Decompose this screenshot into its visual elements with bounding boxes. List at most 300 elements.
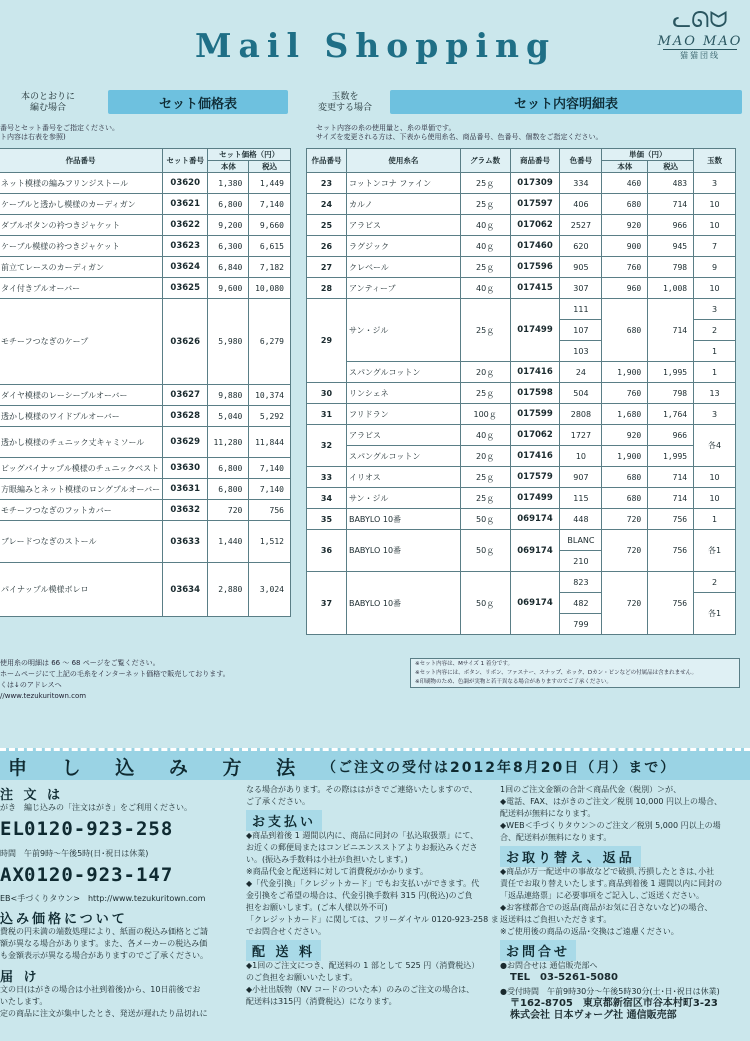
table-row xyxy=(307,236,736,257)
work-name: タイ付きプルオーバー xyxy=(0,278,163,299)
pay-line-3: い。(振込み手数料は小社が負担いたします。) xyxy=(246,855,408,864)
set-number: 03621 xyxy=(163,194,208,215)
grams: 25ｇ xyxy=(460,299,510,362)
inquiry-address: 〒162-8705 東京都新宿区市谷本村町3-23 xyxy=(510,998,718,1009)
ball-count: 1 xyxy=(694,362,736,383)
work-name: ネット模様の編みフリンジストール xyxy=(0,173,163,194)
mid-line-1: なる場合があります。その際ははがきでご連絡いたしますので、 xyxy=(246,785,478,794)
table-row xyxy=(307,572,736,593)
table-row xyxy=(0,278,291,299)
col-yarn: 使用糸名 xyxy=(346,149,460,173)
unit-tax: 714 xyxy=(648,299,694,362)
left-note-2: ト内容は右表を参照) xyxy=(0,133,66,141)
price-tax: 1,512 xyxy=(249,521,291,563)
col-unit-price: 単価（円） xyxy=(602,149,694,161)
price-base: 9,600 xyxy=(208,278,249,299)
color-number: 905 xyxy=(560,257,602,278)
table-row xyxy=(307,194,736,215)
product-number: 017598 xyxy=(510,383,560,404)
product-number: 017416 xyxy=(510,446,560,467)
work-number: 33 xyxy=(307,467,347,488)
ball-count: 3 xyxy=(694,299,736,320)
yarn-name: ラグジック xyxy=(346,236,460,257)
price-tax: 5,292 xyxy=(249,406,291,427)
returns-line-6: ※ご使用後の商品の返品･交換はご遠慮ください。 xyxy=(500,927,679,936)
page-title: Mail Shopping xyxy=(195,26,557,65)
price-base: 6,800 xyxy=(208,194,249,215)
price-tax: 6,615 xyxy=(249,236,291,257)
ball-count: 各4 xyxy=(694,425,736,467)
pay-line-5: ◆「代金引換」「クレジットカード」でもお支払いができます。代 xyxy=(246,879,480,888)
left-foot-url[interactable]: //www.tezukuritown.com xyxy=(0,692,87,700)
delivery-heading: 届 け xyxy=(0,970,40,985)
set-number: 03629 xyxy=(163,427,208,458)
grams: 50ｇ xyxy=(460,572,510,635)
work-number: 31 xyxy=(307,404,347,425)
work-number: 24 xyxy=(307,194,347,215)
unit-base: 760 xyxy=(602,383,648,404)
grams: 25ｇ xyxy=(460,488,510,509)
unit-base: 1,900 xyxy=(602,446,648,467)
product-number: 017062 xyxy=(510,215,560,236)
fax-number[interactable]: 0120-923-147 xyxy=(24,864,174,886)
yarn-name: カルノ xyxy=(346,194,460,215)
ball-count: 7 xyxy=(694,236,736,257)
price-base: 6,800 xyxy=(208,458,249,479)
price-base: 6,300 xyxy=(208,236,249,257)
unit-tax: 714 xyxy=(648,467,694,488)
price-base: 11,280 xyxy=(208,427,249,458)
yarn-name: BABYLO 10番 xyxy=(346,572,460,635)
color-number: 823 xyxy=(560,572,602,593)
color-number: 907 xyxy=(560,467,602,488)
col-tax: 税込 xyxy=(249,161,291,173)
work-name: 透かし模様のワイドプルオーバー xyxy=(0,406,163,427)
unit-base: 680 xyxy=(602,194,648,215)
product-number: 017415 xyxy=(510,278,560,299)
work-number: 32 xyxy=(307,425,347,467)
apply-deadline: （ご注文の受付は2012年8月20日（月）まで） xyxy=(322,760,677,776)
order-postcard: がき 編じ込みの「注文はがき」をご利用ください。 xyxy=(0,803,192,812)
yarn-name: イリオス xyxy=(346,467,460,488)
tax-line-1: 費税の円未満の端数処理により、紙面の税込み価格とご請 xyxy=(0,927,208,936)
table-row xyxy=(0,257,291,278)
product-number: 069174 xyxy=(510,572,560,635)
color-number: 10 xyxy=(560,446,602,467)
ball-count: 各1 xyxy=(694,530,736,572)
product-number: 017460 xyxy=(510,236,560,257)
color-number: 111 xyxy=(560,299,602,320)
col-gram: グラム数 xyxy=(460,149,510,173)
yarn-name: BABYLO 10番 xyxy=(346,530,460,572)
table-row xyxy=(0,479,291,500)
table-row xyxy=(307,257,736,278)
table-row xyxy=(0,427,291,458)
work-number: 28 xyxy=(307,278,347,299)
set-number: 03623 xyxy=(163,236,208,257)
inquiry-hours: ●受付時間 午前9時30分〜午後5時30分(土･日･祝日は休業) xyxy=(500,987,720,996)
tel-hours: 時間 午前9時〜午後5時(日･祝日は休業) xyxy=(0,849,149,858)
yarn-name: アンティーブ xyxy=(346,278,460,299)
left-foot-3: くは↓のアドレスへ xyxy=(0,681,62,689)
table-row xyxy=(0,521,291,563)
unit-base: 680 xyxy=(602,467,648,488)
ball-count: 10 xyxy=(694,488,736,509)
unit-tax: 1,764 xyxy=(648,404,694,425)
grams: 40ｇ xyxy=(460,278,510,299)
ball-count: 10 xyxy=(694,215,736,236)
grams: 25ｇ xyxy=(460,194,510,215)
unit-base: 720 xyxy=(602,509,648,530)
unit-base: 680 xyxy=(602,299,648,362)
price-base: 2,880 xyxy=(208,563,249,617)
footnote-box xyxy=(410,658,740,688)
inquiry-heading: お問合せ xyxy=(500,940,576,961)
table-row xyxy=(0,406,291,427)
grams: 40ｇ xyxy=(460,236,510,257)
color-number: 482 xyxy=(560,593,602,614)
table-row xyxy=(0,458,291,479)
price-tax: 10,374 xyxy=(249,385,291,406)
yarn-name: コットンコナ ファイン xyxy=(346,173,460,194)
ball-count: 各1 xyxy=(694,593,736,635)
ship-line-3: ◆小社出版物（NV コードのついた本）のみのご注文の場合は、 xyxy=(246,985,475,994)
ship-line-4: 配送料は315円（消費税込）になります。 xyxy=(246,997,397,1006)
price-base: 5,040 xyxy=(208,406,249,427)
color-number: 2808 xyxy=(560,404,602,425)
delivery-line-1: 文の日(はがきの場合は小社到着後)から、10日前後でお xyxy=(0,985,201,994)
returns-line-3: 「返品連絡票」に必要事項をご記入し､ご返送ください｡ xyxy=(500,891,700,900)
col-work-no: 作品番号 xyxy=(0,149,163,173)
logo-brand: MAO MAO xyxy=(657,34,743,49)
set-number: 03626 xyxy=(163,299,208,385)
product-number: 017599 xyxy=(510,404,560,425)
product-number: 017596 xyxy=(510,257,560,278)
unit-base: 1,900 xyxy=(602,362,648,383)
yarn-name: BABYLO 10番 xyxy=(346,509,460,530)
product-number: 017309 xyxy=(510,173,560,194)
price-tax: 7,140 xyxy=(249,458,291,479)
col-color: 色番号 xyxy=(560,149,602,173)
left-note-1: 番号とセット番号をご指定ください。 xyxy=(0,124,119,132)
free-ship-line-4: ◆WEB＜手づくりタウン＞のご注文／税別 5,000 円以上の場 xyxy=(500,821,721,830)
set-number: 03630 xyxy=(163,458,208,479)
grams: 20ｇ xyxy=(460,362,510,383)
set-detail-table xyxy=(306,148,736,635)
yarn-name: リンシェネ xyxy=(346,383,460,404)
work-name: 方眼編みとネット模様のロングプルオーバー xyxy=(0,479,163,500)
returns-line-4: ◆お客様都合での返品(商品がお気に召さないなど)の場合、 xyxy=(500,903,713,912)
color-number: 504 xyxy=(560,383,602,404)
work-name: ダイヤ模様のレーシープルオーバー xyxy=(0,385,163,406)
table-row xyxy=(0,173,291,194)
unit-tax: 714 xyxy=(648,488,694,509)
col-balls: 玉数 xyxy=(694,149,736,173)
yarn-name: サン・ジル xyxy=(346,299,460,362)
apply-title: 申 し 込 み 方 法 xyxy=(8,757,310,779)
table-row xyxy=(307,215,736,236)
product-number: 069174 xyxy=(510,509,560,530)
logo-subtitle: 猫猫団线 xyxy=(663,49,737,61)
yarn-name: アラビス xyxy=(346,425,460,446)
right-panel-tab: セット内容明細表 xyxy=(390,90,742,114)
price-base: 1,380 xyxy=(208,173,249,194)
work-name: モチーフつなぎのケープ xyxy=(0,299,163,385)
unit-tax: 798 xyxy=(648,383,694,404)
col-product: 商品番号 xyxy=(510,149,560,173)
unit-tax: 966 xyxy=(648,425,694,446)
price-base: 9,880 xyxy=(208,385,249,406)
unit-base: 920 xyxy=(602,425,648,446)
price-base: 6,840 xyxy=(208,257,249,278)
web-order[interactable]: EB<手づくりタウン> http://www.tezukuritown.com xyxy=(0,894,206,903)
unit-base: 680 xyxy=(602,488,648,509)
shipping-heading: 配 送 料 xyxy=(246,940,321,961)
work-name: ビッグパイナップル模様のチュニックベスト xyxy=(0,458,163,479)
col-base: 本体 xyxy=(208,161,249,173)
returns-line-5: 返送料はご負担いただきます。 xyxy=(500,915,612,924)
inquiry-company: 株式会社 日本ヴォーグ社 通信販売部 xyxy=(510,1010,677,1021)
yarn-name: アラビス xyxy=(346,215,460,236)
yarn-name: サン・ジル xyxy=(346,488,460,509)
color-number: 620 xyxy=(560,236,602,257)
color-number: 307 xyxy=(560,278,602,299)
table-row xyxy=(0,299,291,385)
tel-label: EL xyxy=(0,818,25,840)
price-tax: 10,080 xyxy=(249,278,291,299)
pay-line-1: ◆商品到着後 1 週間以内に、商品に同封の「払込取扱票」にて、 xyxy=(246,831,479,840)
table-row xyxy=(307,362,736,383)
ball-count: 1 xyxy=(694,509,736,530)
work-number: 30 xyxy=(307,383,347,404)
set-number: 03627 xyxy=(163,385,208,406)
price-tax: 3,024 xyxy=(249,563,291,617)
ball-count: 13 xyxy=(694,383,736,404)
delivery-line-2: いたします。 xyxy=(0,997,48,1006)
grams: 25ｇ xyxy=(460,173,510,194)
pay-line-6: 金引換をご希望の場合は、代金引換手数料 315 円(税込)のご負 xyxy=(246,891,473,900)
right-note-2: サイズを変更される方は、下表から使用糸名、商品番号、色番号、個数をご指定ください。 xyxy=(316,133,603,141)
right-note-1: セット内容の糸の使用量と、糸の単価です。 xyxy=(316,124,456,132)
set-number: 03624 xyxy=(163,257,208,278)
work-number: 25 xyxy=(307,215,347,236)
work-number: 37 xyxy=(307,572,347,635)
price-base: 6,800 xyxy=(208,479,249,500)
work-name: ケーブルと透かし模様のカーディガン xyxy=(0,194,163,215)
tax-heading: 込み価格について xyxy=(0,912,128,927)
grams: 25ｇ xyxy=(460,467,510,488)
table-row xyxy=(307,278,736,299)
pay-line-2: お近くの郵便局またはコンビニエンスストアよりお振込みくださ xyxy=(246,843,478,852)
table-row xyxy=(0,563,291,617)
grams: 100ｇ xyxy=(460,404,510,425)
yarn-name: フリドラン xyxy=(346,404,460,425)
unit-base: 920 xyxy=(602,215,648,236)
color-number: 115 xyxy=(560,488,602,509)
work-number: 26 xyxy=(307,236,347,257)
color-number: 24 xyxy=(560,362,602,383)
unit-tax: 1,995 xyxy=(648,446,694,467)
color-number: 799 xyxy=(560,614,602,635)
right-panel-label: 玉数を 変更する場合 xyxy=(317,92,372,113)
pay-line-8: 「クレジットカード」に関しては、フリーダイヤル 0120-923-258 ま xyxy=(246,915,499,924)
work-number: 23 xyxy=(307,173,347,194)
col-price: セット価格（円） xyxy=(208,149,291,161)
price-tax: 756 xyxy=(249,500,291,521)
unit-tax: 1,995 xyxy=(648,362,694,383)
price-base: 9,200 xyxy=(208,215,249,236)
unit-base: 720 xyxy=(602,530,648,572)
work-name: 前立てレースのカーディガン xyxy=(0,257,163,278)
tax-line-2: 額が異なる場合があります。また、各メーカーの税込み価 xyxy=(0,939,208,948)
footnote-2: ※セット内容には、ボタン、リボン、ファスナー、スナップ、ホック、Dカン・ピンなどの付属品は含まれません。 xyxy=(415,670,697,676)
col-work-no: 作品番号 xyxy=(307,149,347,173)
unit-tax: 966 xyxy=(648,215,694,236)
work-name: モチーフつなぎのフットカバー xyxy=(0,500,163,521)
col-tax: 税込 xyxy=(648,161,694,173)
product-number: 017416 xyxy=(510,362,560,383)
set-number: 03625 xyxy=(163,278,208,299)
unit-tax: 945 xyxy=(648,236,694,257)
work-name: パイナップル模様ボレロ xyxy=(0,563,163,617)
color-number: 103 xyxy=(560,341,602,362)
returns-line-2: 責任でお取り替えいたします｡商品到着後 1 週間以内に同封の xyxy=(500,879,723,888)
work-number: 34 xyxy=(307,488,347,509)
product-number: 017062 xyxy=(510,425,560,446)
pay-line-7: 担をお願いします。(ご本人様以外不可) xyxy=(246,903,388,912)
price-base: 5,980 xyxy=(208,299,249,385)
pay-line-4: ※商品代金と配送料に対して消費税がかかります。 xyxy=(246,867,429,876)
col-set-no: セット番号 xyxy=(163,149,208,173)
free-ship-line-3: 配送料が無料になります。 xyxy=(500,809,596,818)
unit-base: 900 xyxy=(602,236,648,257)
ball-count: 10 xyxy=(694,278,736,299)
col-base: 本体 xyxy=(602,161,648,173)
table-row xyxy=(307,530,736,551)
payment-heading: お支払い xyxy=(246,810,322,831)
table-row xyxy=(307,425,736,446)
table-row xyxy=(307,446,736,467)
product-number: 017597 xyxy=(510,194,560,215)
price-tax: 7,140 xyxy=(249,479,291,500)
delivery-line-3: 定の商品に注文が集中したとき、発送が遅れたり品切れに xyxy=(0,1009,208,1018)
cat-icon: ᓚᘏᗢ xyxy=(672,8,728,33)
unit-base: 720 xyxy=(602,572,648,635)
unit-tax: 714 xyxy=(648,194,694,215)
work-name: ブレードつなぎのストール xyxy=(0,521,163,563)
set-price-table xyxy=(0,148,291,617)
inquiry-line-1: ●お問合せは 通信販売部へ xyxy=(500,961,598,970)
table-row xyxy=(0,236,291,257)
mid-line-2: ご了承ください。 xyxy=(246,797,310,806)
free-ship-line-1: 1回のご注文金額の合計＜商品代金（税別）＞が、 xyxy=(500,785,682,794)
table-row xyxy=(307,383,736,404)
footnote-1: ※セット内容は、Mサイズ 1 着分です。 xyxy=(415,661,513,667)
color-number: 2527 xyxy=(560,215,602,236)
left-panel-label: 本のとおりに 編む場合 xyxy=(20,92,75,113)
color-number: 107 xyxy=(560,320,602,341)
ball-count: 1 xyxy=(694,341,736,362)
ball-count: 2 xyxy=(694,320,736,341)
unit-base: 760 xyxy=(602,257,648,278)
table-row xyxy=(307,173,736,194)
work-number: 36 xyxy=(307,530,347,572)
work-number: 27 xyxy=(307,257,347,278)
work-number: 29 xyxy=(307,299,347,383)
set-number: 03628 xyxy=(163,406,208,427)
yarn-name: クレベール xyxy=(346,257,460,278)
unit-tax: 483 xyxy=(648,173,694,194)
ship-line-2: のご負担をお願いいたします。 xyxy=(246,973,358,982)
set-number: 03620 xyxy=(163,173,208,194)
returns-line-1: ◆商品が万一配送中の事故などで破損､汚損したときは､小社 xyxy=(500,867,715,876)
fax-label: AX xyxy=(0,864,25,886)
set-number: 03631 xyxy=(163,479,208,500)
table-row xyxy=(307,467,736,488)
product-number: 069174 xyxy=(510,530,560,572)
price-tax: 6,279 xyxy=(249,299,291,385)
unit-tax: 756 xyxy=(648,530,694,572)
ball-count: 3 xyxy=(694,404,736,425)
color-number: 334 xyxy=(560,173,602,194)
price-tax: 1,449 xyxy=(249,173,291,194)
table-row xyxy=(307,509,736,530)
footnote-3: ※印刷物のため、色調が実物と若干異なる場合がありますのでご了承ください。 xyxy=(415,679,612,685)
grams: 40ｇ xyxy=(460,425,510,446)
work-number: 35 xyxy=(307,509,347,530)
ball-count: 2 xyxy=(694,572,736,593)
ball-count: 3 xyxy=(694,173,736,194)
tel-number[interactable]: 0120-923-258 xyxy=(24,818,174,840)
table-row xyxy=(0,500,291,521)
product-number: 017499 xyxy=(510,488,560,509)
grams: 25ｇ xyxy=(460,257,510,278)
price-tax: 9,660 xyxy=(249,215,291,236)
product-number: 017579 xyxy=(510,467,560,488)
left-foot-2: ホームページにて上記の毛糸をインターネット価格で販売しております。 xyxy=(0,670,230,678)
ball-count: 10 xyxy=(694,467,736,488)
inquiry-tel[interactable]: TEL 03-5261-5080 xyxy=(510,972,618,983)
grams: 25ｇ xyxy=(460,383,510,404)
ship-line-1: ◆1回のご注文につき、配送料の 1 部として 525 円（消費税込） xyxy=(246,961,480,970)
grams: 50ｇ xyxy=(460,509,510,530)
free-ship-line-2: ◆電話、FAX、はがきのご注文／税別 10,000 円以上の場合、 xyxy=(500,797,723,806)
table-row xyxy=(307,299,736,320)
grams: 20ｇ xyxy=(460,446,510,467)
order-heading: 注 文 は xyxy=(0,788,64,803)
unit-tax: 1,008 xyxy=(648,278,694,299)
table-row xyxy=(0,215,291,236)
work-name: ケーブル模様の衿つきジャケット xyxy=(0,236,163,257)
tax-line-3: も金額表示が異なる場合がありますのでご了承ください。 xyxy=(0,951,208,960)
maomao-logo xyxy=(655,8,745,70)
color-number: 448 xyxy=(560,509,602,530)
ball-count: 9 xyxy=(694,257,736,278)
set-number: 03634 xyxy=(163,563,208,617)
work-name: ダブルボタンの衿つきジャケット xyxy=(0,215,163,236)
price-tax: 11,844 xyxy=(249,427,291,458)
unit-base: 960 xyxy=(602,278,648,299)
color-number: 406 xyxy=(560,194,602,215)
set-number: 03622 xyxy=(163,215,208,236)
free-ship-line-5: 合、配送料が無料になります。 xyxy=(500,833,612,842)
grams: 50ｇ xyxy=(460,530,510,572)
color-number: 210 xyxy=(560,551,602,572)
yarn-name: スパングルコットン xyxy=(346,362,460,383)
unit-tax: 798 xyxy=(648,257,694,278)
ball-count: 10 xyxy=(694,194,736,215)
unit-tax: 756 xyxy=(648,572,694,635)
